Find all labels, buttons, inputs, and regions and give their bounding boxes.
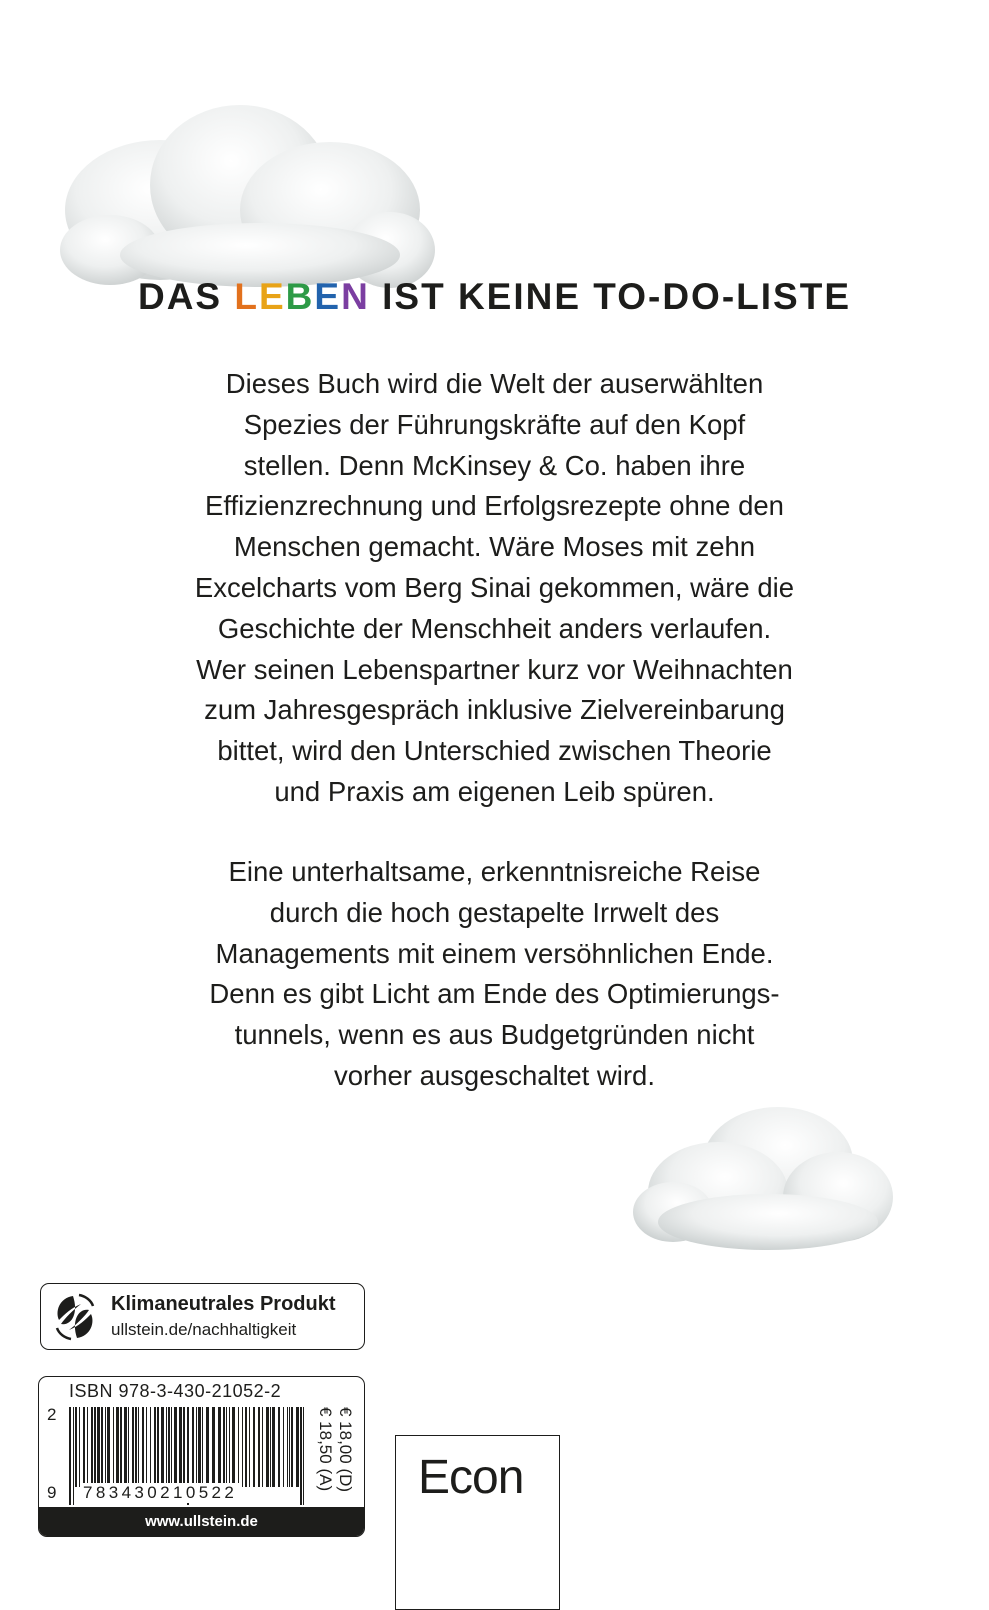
barcode-bar [183, 1407, 185, 1487]
barcode-bar [289, 1407, 290, 1487]
barcode-bar [258, 1407, 260, 1487]
leben-letter: L [234, 276, 259, 317]
barcode-bar [206, 1407, 209, 1487]
barcode-bar [142, 1407, 144, 1487]
blurb-line: Spezies der Führungskräfte auf den Kopf [243, 408, 746, 440]
leben-letter: B [285, 276, 315, 317]
leben-letter: E [258, 276, 286, 317]
barcode-bar [232, 1407, 235, 1487]
barcode-bar [179, 1407, 182, 1487]
barcode-bar [223, 1407, 225, 1487]
cloud-illustration-top [40, 90, 440, 290]
price-germany: € 18,00 (D) [336, 1407, 355, 1493]
barcode-bar [150, 1407, 151, 1487]
barcode-bar [249, 1407, 250, 1487]
blurb-line: stellen. Denn McKinsey & Co. haben ihre [243, 449, 746, 481]
blurb-line: Managements mit einem versöhnlichen Ende. [215, 937, 774, 969]
publisher-website: www.ullstein.de [39, 1507, 364, 1536]
headline-part-1: DAS [137, 276, 223, 317]
headline-part-2: IST KEINE TO-DO-LISTE [382, 276, 852, 317]
barcode-digits: 783430210522 [83, 1483, 238, 1502]
headline-leben [234, 276, 369, 317]
isbn-label: ISBN 978-3-430-21052-2 [69, 1381, 282, 1401]
blurb-line: Geschichte der Menschheit anders verlaufen. [217, 612, 772, 644]
blurb-line: Denn es gibt Licht am Ende des Optimierungs- [209, 978, 780, 1010]
price-austria: € 18,50 (A) [316, 1407, 335, 1492]
barcode-bar [154, 1407, 156, 1487]
barcode-bar [120, 1407, 122, 1487]
barcode-bar [166, 1407, 167, 1487]
barcode-bar [146, 1407, 147, 1487]
barcode-bar [94, 1407, 96, 1487]
barcode-bar [161, 1407, 164, 1487]
barcode-bar [73, 1407, 74, 1505]
barcode-bar [202, 1407, 203, 1487]
barcode-bar [270, 1407, 271, 1487]
barcode-bar [253, 1407, 255, 1487]
barcode-bar [135, 1407, 137, 1487]
blurb-line: und Praxis am eigenen Leib spüren. [274, 775, 715, 807]
leben-letter: N [341, 276, 370, 317]
publisher-logo: Econ [418, 1451, 524, 1504]
climate-neutral-badge [40, 1283, 365, 1350]
barcode-bar [138, 1407, 139, 1487]
barcode-bar [283, 1407, 284, 1487]
barcode-bar [278, 1407, 280, 1487]
barcode-block [38, 1376, 365, 1537]
barcode-bar [116, 1407, 119, 1487]
barcode-bar [226, 1407, 227, 1487]
blurb-line: Wer seinen Lebenspartner kurz vor Weihnachten [196, 653, 793, 685]
barcode-bar [291, 1407, 293, 1487]
barcode-bar [229, 1407, 230, 1487]
barcode-bar [300, 1407, 302, 1505]
blurb-line: Effizienzrechnung und Erfolgsrezepte ohne den [205, 490, 784, 522]
barcode-bar [266, 1407, 269, 1487]
barcode-bar [113, 1407, 114, 1487]
barcode-bar [245, 1407, 247, 1487]
barcode-bar [238, 1407, 239, 1487]
barcode-bar [91, 1407, 93, 1487]
blurb-line: Excelcharts vom Berg Sinai gekommen, wäre die [194, 571, 795, 603]
barcode-bar [262, 1407, 263, 1487]
barcode-bar [83, 1407, 85, 1487]
blurb-line: tunnels, wenn es aus Budgetgründen nicht [234, 1019, 755, 1051]
barcode-bar [174, 1407, 177, 1487]
badge-title: Klimaneutrales Produkt [111, 1293, 336, 1315]
publisher-logo-box [395, 1435, 560, 1610]
blurb-line: vorher ausgeschaltet wird. [334, 1059, 655, 1091]
barcode-bar [287, 1407, 288, 1487]
barcode-bar [196, 1407, 197, 1487]
barcode-bar [212, 1407, 215, 1487]
blurb-line: bittet, wird den Unterschied zwischen Theorie [217, 735, 772, 767]
barcode-bar [198, 1407, 201, 1487]
barcode-bar [97, 1407, 100, 1487]
barcode-bar [69, 1407, 71, 1505]
barcode-bar [168, 1407, 170, 1487]
barcode-bar [75, 1407, 77, 1487]
barcode-bar [157, 1407, 159, 1487]
barcode-bar [296, 1407, 299, 1487]
blurb-line: Menschen gemacht. Wäre Moses mit zehn [233, 531, 756, 563]
blurb-line: Eine unterhaltsame, erkenntnisreiche Reise [228, 856, 761, 887]
barcode-bar [128, 1407, 129, 1487]
barcode-bar [242, 1407, 243, 1487]
badge-url: ullstein.de/nachhaltigkeit [111, 1320, 297, 1339]
barcode-bar [107, 1407, 110, 1487]
blurb-line: Dieses Buch wird die Welt der auserwählten [225, 368, 764, 399]
barcode-bar [87, 1407, 88, 1487]
barcode-bar [105, 1407, 106, 1487]
barcode-addon-digit: 2 [47, 1405, 57, 1424]
price-labels [307, 1407, 359, 1505]
barcode-bar [272, 1407, 275, 1487]
barcode-bar [171, 1407, 172, 1487]
blurb-line: durch die hoch gestapelte Irrwelt des [269, 896, 720, 928]
barcode-bar [192, 1407, 194, 1487]
blurb-paragraph-1 [100, 364, 889, 813]
blurb-line: zum Jahresgespräch inklusive Zielvereinbarung [204, 694, 785, 726]
barcode-bar [303, 1407, 304, 1505]
barcode-leading-digit: 9 [47, 1483, 57, 1502]
barcode-bar [79, 1407, 80, 1487]
cloud-illustration-bottom [628, 1102, 898, 1262]
barcode-bar [218, 1407, 221, 1487]
barcode-bar [101, 1407, 103, 1487]
barcode-bar [132, 1407, 134, 1487]
leaf-cycle-icon [51, 1292, 99, 1342]
barcode-bar [124, 1407, 127, 1487]
blurb-paragraph-2 [100, 852, 889, 1097]
leben-letter: E [314, 276, 342, 317]
headline [0, 276, 989, 318]
